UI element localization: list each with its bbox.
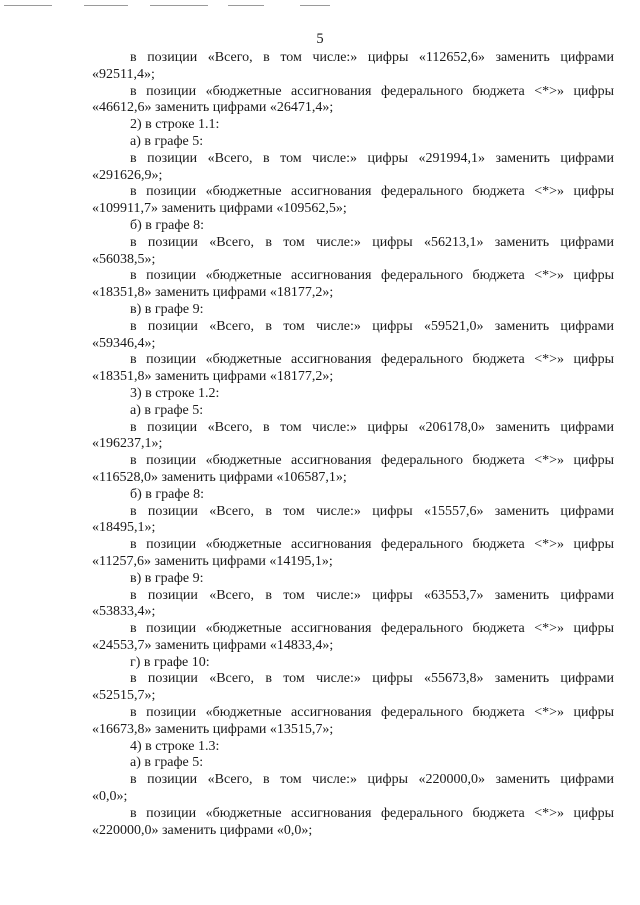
text-line: «196237,1»; xyxy=(92,436,163,452)
text-line: «116528,0» заменить цифрами «106587,1»; xyxy=(92,469,347,485)
text-line: в позиции «Всего, в том числе:» цифры «15557,6» заменить цифрами xyxy=(130,503,614,519)
text-line: в позиции «Всего, в том числе:» цифры «220000,0» заменить цифрами xyxy=(130,772,614,788)
text-line: «52515,7»; xyxy=(92,688,156,704)
text-line: 4) в строке 1.3: xyxy=(130,738,220,754)
text-line: в позиции «бюджетные ассигнования федерального бюджета <*>» цифры xyxy=(130,705,614,721)
text-line: «11257,6» заменить цифрами «14195,1»; xyxy=(92,553,333,569)
text-line: г) в графе 10: xyxy=(130,654,210,670)
scan-artifact-line xyxy=(4,5,52,6)
text-line: в позиции «Всего, в том числе:» цифры «56213,1» заменить цифрами xyxy=(130,234,614,250)
text-line: в позиции «Всего, в том числе:» цифры «59521,0» заменить цифрами xyxy=(130,318,614,334)
text-line: 3) в строке 1.2: xyxy=(130,385,220,401)
scan-artifact-line xyxy=(300,5,330,6)
text-line: «109911,7» заменить цифрами «109562,5»; xyxy=(92,201,347,217)
text-line: «18495,1»; xyxy=(92,520,156,536)
text-line: в позиции «Всего, в том числе:» цифры «112652,6» заменить цифрами xyxy=(130,50,614,65)
text-line: в позиции «Всего, в том числе:» цифры «55673,8» заменить цифрами xyxy=(130,671,614,687)
text-line: «46612,6» заменить цифрами «26471,4»; xyxy=(92,100,334,116)
text-line: в позиции «Всего, в том числе:» цифры «291994,1» заменить цифрами xyxy=(130,150,614,166)
text-line: б) в графе 8: xyxy=(130,217,205,233)
text-line: «16673,8» заменить цифрами «13515,7»; xyxy=(92,721,334,737)
scan-artifact-line xyxy=(228,5,264,6)
text-line: в) в графе 9: xyxy=(130,570,204,586)
scan-artifact-line xyxy=(150,5,208,6)
text-line: в позиции «бюджетные ассигнования федерального бюджета <*>» цифры xyxy=(130,621,614,637)
text-line: «291626,9»; xyxy=(92,167,163,183)
text-line: «59346,4»; xyxy=(92,335,156,351)
text-line: в позиции «бюджетные ассигнования федерального бюджета <*>» цифры xyxy=(130,184,614,200)
text-line: «24553,7» заменить цифрами «14833,4»; xyxy=(92,637,334,653)
text-line: в) в графе 9: xyxy=(130,301,204,317)
text-line: «92511,4»; xyxy=(92,66,155,82)
text-line: «0,0»; xyxy=(92,789,128,805)
text-line: «56038,5»; xyxy=(92,251,156,267)
text-line: «18351,8» заменить цифрами «18177,2»; xyxy=(92,369,334,385)
text-line: а) в графе 5: xyxy=(130,402,204,418)
text-line: в позиции «бюджетные ассигнования федерального бюджета <*>» цифры xyxy=(130,453,614,469)
text-line: в позиции «Всего, в том числе:» цифры «63553,7» заменить цифрами xyxy=(130,587,614,603)
text-line: в позиции «бюджетные ассигнования федерального бюджета <*>» цифры xyxy=(130,805,614,821)
document-body xyxy=(92,50,614,839)
text-line: «18351,8» заменить цифрами «18177,2»; xyxy=(92,285,334,301)
text-line: в позиции «бюджетные ассигнования федерального бюджета <*>» цифры xyxy=(130,83,614,99)
page-number: 5 xyxy=(316,31,324,47)
text-line: а) в графе 5: xyxy=(130,133,204,149)
text-line: б) в графе 8: xyxy=(130,486,205,502)
text-line: 2) в строке 1.1: xyxy=(130,117,220,133)
text-line: в позиции «бюджетные ассигнования федерального бюджета <*>» цифры xyxy=(130,268,614,284)
text-line: «220000,0» заменить цифрами «0,0»; xyxy=(92,822,313,838)
text-line: в позиции «бюджетные ассигнования федерального бюджета <*>» цифры xyxy=(130,537,614,553)
text-line: в позиции «бюджетные ассигнования федерального бюджета <*>» цифры xyxy=(130,352,614,368)
scan-artifact-line xyxy=(84,5,128,6)
text-line: «53833,4»; xyxy=(92,604,156,620)
text-line: а) в графе 5: xyxy=(130,755,204,771)
text-line: в позиции «Всего, в том числе:» цифры «206178,0» заменить цифрами xyxy=(130,419,614,435)
